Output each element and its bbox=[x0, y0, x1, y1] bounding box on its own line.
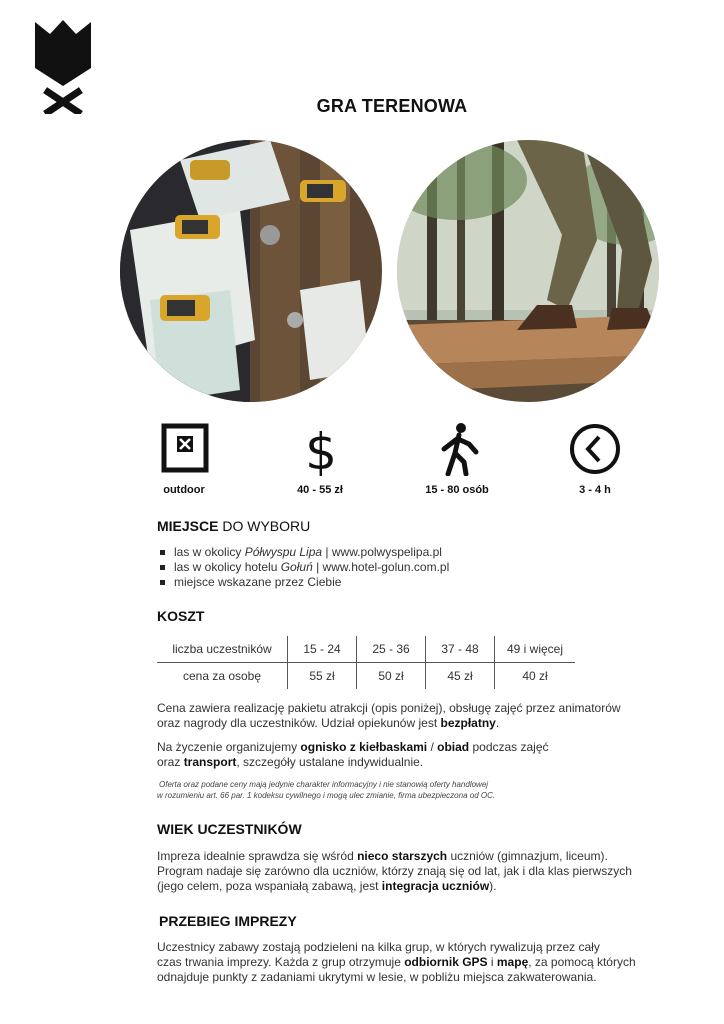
table-row bbox=[157, 636, 575, 663]
svg-text:$: $ bbox=[305, 423, 337, 476]
cost-heading: KOSZT bbox=[157, 608, 205, 624]
walking-person-icon bbox=[430, 422, 486, 476]
legal-note: Oferta oraz podane ceny mają jedynie charakter informacyjny i nie stanowią oferty handlowej w rozumieniu art. 66 par. 1 kodeksu cywilnego i mogą ulec zmianie, firma ubezpieczona od OC. bbox=[157, 780, 496, 800]
price-cell: 40 zł bbox=[495, 663, 576, 690]
cost-description: Cena zawiera realizację pakietu atrakcji (opis poniżej), obsługę zajęć przez animatorów oraz nagrody dla uczestników. Udział opiekunów jest bezpłatny. bbox=[157, 701, 621, 730]
price-cell: 55 zł bbox=[288, 663, 357, 690]
range-cell: 25 - 36 bbox=[357, 636, 426, 663]
dollar-icon bbox=[293, 422, 349, 476]
gps-devices-photo bbox=[120, 140, 382, 402]
extras-description: Na życzenie organizujemy ognisko z kiełbaskami / obiad podczas zajęć oraz transport, szczegóły ustalane indywidualnie. bbox=[157, 740, 549, 769]
age-description: Impreza idealnie sprawdza się wśród nieco starszych uczniów (gimnazjum, liceum). Program nadaje się zarówno dla uczniów, którzy znają się od lat, jak i dla klas pierwszych (jego celem, poza wspaniałą zabawą, jest integracja uczniów). bbox=[157, 849, 632, 893]
price-cell: 45 zł bbox=[426, 663, 495, 690]
program-heading: PRZEBIEG IMPREZY bbox=[159, 913, 297, 929]
table-row bbox=[157, 663, 575, 690]
place-heading: MIEJSCE DO WYBORU bbox=[157, 518, 311, 534]
feature-duration-label: 3 - 4 h bbox=[579, 484, 611, 496]
x-box-icon bbox=[157, 422, 213, 476]
program-description: Uczestnicy zabawy zostają podzieleni na kilka grup, w których rywalizują przez cały czas trwania imprezy. Każda z grup otrzymuje odbiornik GPS i mapę, za pomocą których odnajduje punkty z zadaniami ukrytymi w lesie, w pobliżu miejsca zakwaterowania. bbox=[157, 940, 636, 984]
place-list bbox=[160, 545, 449, 590]
feature-price-label: 40 - 55 zł bbox=[297, 484, 343, 496]
feature-type-label: outdoor bbox=[163, 484, 205, 496]
range-cell: 15 - 24 bbox=[288, 636, 357, 663]
forest-hiker-photo bbox=[397, 140, 659, 402]
age-heading: WIEK UCZESTNIKÓW bbox=[157, 821, 302, 837]
range-cell: 37 - 48 bbox=[426, 636, 495, 663]
list-item: miejsce wskazane przez Ciebie bbox=[160, 575, 449, 590]
price-label: cena za osobę bbox=[182, 669, 262, 683]
range-cell: 49 i więcej bbox=[495, 636, 576, 663]
feature-group-label: 15 - 80 osób bbox=[425, 484, 489, 496]
price-cell: 50 zł bbox=[357, 663, 426, 690]
price-table bbox=[157, 636, 575, 689]
list-item: las w okolicy Półwyspu Lipa | www.polwyspelipa.pl bbox=[160, 545, 449, 560]
page-title: GRA TERENOWA bbox=[316, 96, 468, 116]
participants-label: liczba uczestników bbox=[157, 636, 288, 663]
list-item: las w okolicy hotelu Gołuń | www.hotel-golun.com.pl bbox=[160, 560, 449, 575]
clock-chevron-icon bbox=[567, 422, 623, 476]
